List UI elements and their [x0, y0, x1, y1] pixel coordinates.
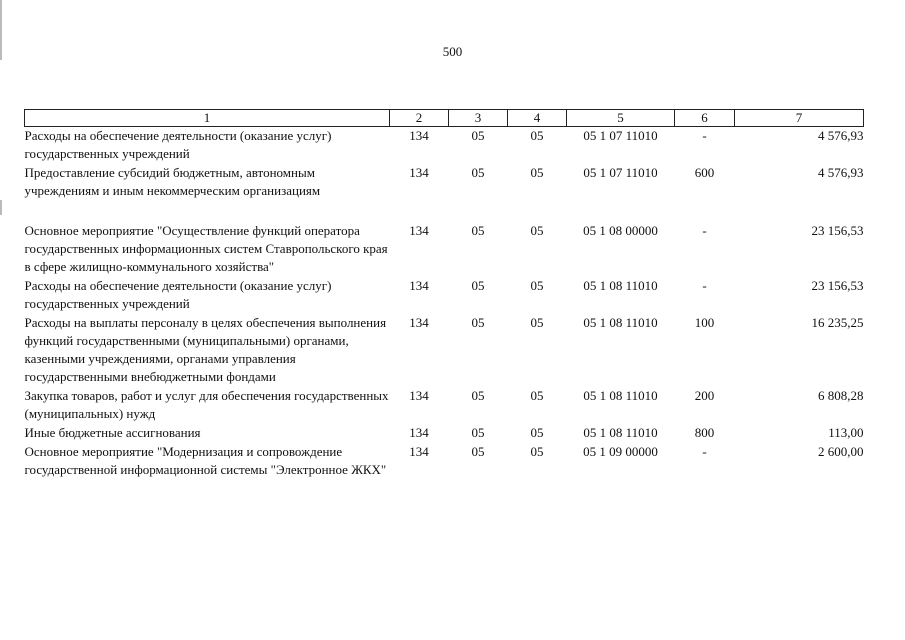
cell-pr: 05: [530, 165, 544, 180]
header-col-3: 3: [449, 110, 508, 127]
header-col-5: 5: [567, 110, 675, 127]
cell-pr: 05: [530, 223, 544, 238]
cell-sum: 23 156,53: [811, 278, 864, 293]
cell-rz: 05: [471, 388, 485, 403]
cell-vr: 800: [694, 425, 715, 440]
cell-name: Закупка товаров, работ и услуг для обеспечения государственных (муниципальных) нужд: [24, 388, 389, 421]
table-row: [25, 164, 864, 201]
table-row: [25, 277, 864, 314]
table-header-row: [25, 110, 864, 127]
cell-vr: -: [702, 128, 707, 143]
cell-csr: 05 1 08 11010: [583, 315, 658, 330]
cell-sum: 6 808,28: [818, 388, 864, 403]
cell-name: Основное мероприятие "Осуществление функций оператора государственных информационных систем Ставропольского края в сфере жилищно-коммунального хозяйства": [24, 223, 388, 274]
cell-vr: -: [702, 278, 707, 293]
cell-gl: 134: [409, 315, 429, 330]
cell-sum: 23 156,53: [811, 223, 864, 238]
cell-pr: 05: [530, 315, 544, 330]
table-row: [25, 443, 864, 480]
cell-vr: 600: [694, 165, 715, 180]
scan-edge-artifact: [0, 0, 2, 640]
header-col-4: 4: [508, 110, 567, 127]
cell-sum: 2 600,00: [818, 444, 864, 459]
cell-gl: 134: [409, 223, 429, 238]
cell-pr: 05: [530, 444, 544, 459]
table-row: [25, 387, 864, 424]
cell-name: Иные бюджетные ассигнования: [24, 425, 201, 440]
cell-csr: 05 1 08 11010: [583, 425, 658, 440]
header-col-2: 2: [390, 110, 449, 127]
cell-gl: 134: [409, 388, 429, 403]
cell-gl: 134: [409, 425, 429, 440]
cell-rz: 05: [471, 425, 485, 440]
cell-pr: 05: [530, 388, 544, 403]
cell-rz: 05: [471, 278, 485, 293]
cell-pr: 05: [530, 278, 544, 293]
cell-gl: 134: [409, 128, 429, 143]
table-row: [25, 424, 864, 443]
cell-name: Расходы на обеспечение деятельности (оказание услуг) государственных учреждений: [24, 278, 332, 311]
cell-csr: 05 1 09 00000: [583, 444, 658, 459]
header-col-7: 7: [735, 110, 864, 127]
cell-csr: 05 1 08 00000: [583, 223, 658, 238]
cell-rz: 05: [471, 315, 485, 330]
table-row: [25, 127, 864, 165]
cell-vr: -: [702, 444, 707, 459]
cell-rz: 05: [471, 128, 485, 143]
cell-name: Расходы на обеспечение деятельности (оказание услуг) государственных учреждений: [24, 128, 332, 161]
cell-csr: 05 1 08 11010: [583, 278, 658, 293]
cell-gl: 134: [409, 444, 429, 459]
cell-pr: 05: [530, 128, 544, 143]
cell-vr: -: [702, 223, 707, 238]
table-row: [25, 314, 864, 387]
cell-rz: 05: [471, 444, 485, 459]
header-col-1: 1: [25, 110, 390, 127]
cell-vr: 100: [694, 315, 715, 330]
cell-csr: 05 1 08 11010: [583, 388, 658, 403]
cell-pr: 05: [530, 425, 544, 440]
cell-gl: 134: [409, 165, 429, 180]
cell-name: Расходы на выплаты персоналу в целях обеспечения выполнения функций государственными (муниципальными) органами, казенными учреждениями, органами управления государственными внебюджетными фондами: [24, 315, 387, 384]
cell-rz: 05: [471, 223, 485, 238]
cell-sum: 113,00: [828, 425, 864, 440]
header-col-6: 6: [675, 110, 735, 127]
cell-name: Основное мероприятие "Модернизация и сопровождение государственной информационной системы "Электронное ЖКХ": [24, 444, 387, 477]
cell-csr: 05 1 07 11010: [583, 128, 658, 143]
cell-sum: 4 576,93: [818, 128, 864, 143]
spacer-row: [25, 201, 864, 222]
cell-sum: 16 235,25: [811, 315, 864, 330]
cell-vr: 200: [694, 388, 715, 403]
page-number: 500: [442, 44, 463, 59]
cell-rz: 05: [471, 165, 485, 180]
cell-gl: 134: [409, 278, 429, 293]
cell-csr: 05 1 07 11010: [583, 165, 658, 180]
budget-table: [24, 109, 864, 480]
table-row: [25, 222, 864, 277]
cell-name: Предоставление субсидий бюджетным, автономным учреждениям и иным некоммерческим организациям: [24, 165, 321, 198]
cell-sum: 4 576,93: [818, 165, 864, 180]
